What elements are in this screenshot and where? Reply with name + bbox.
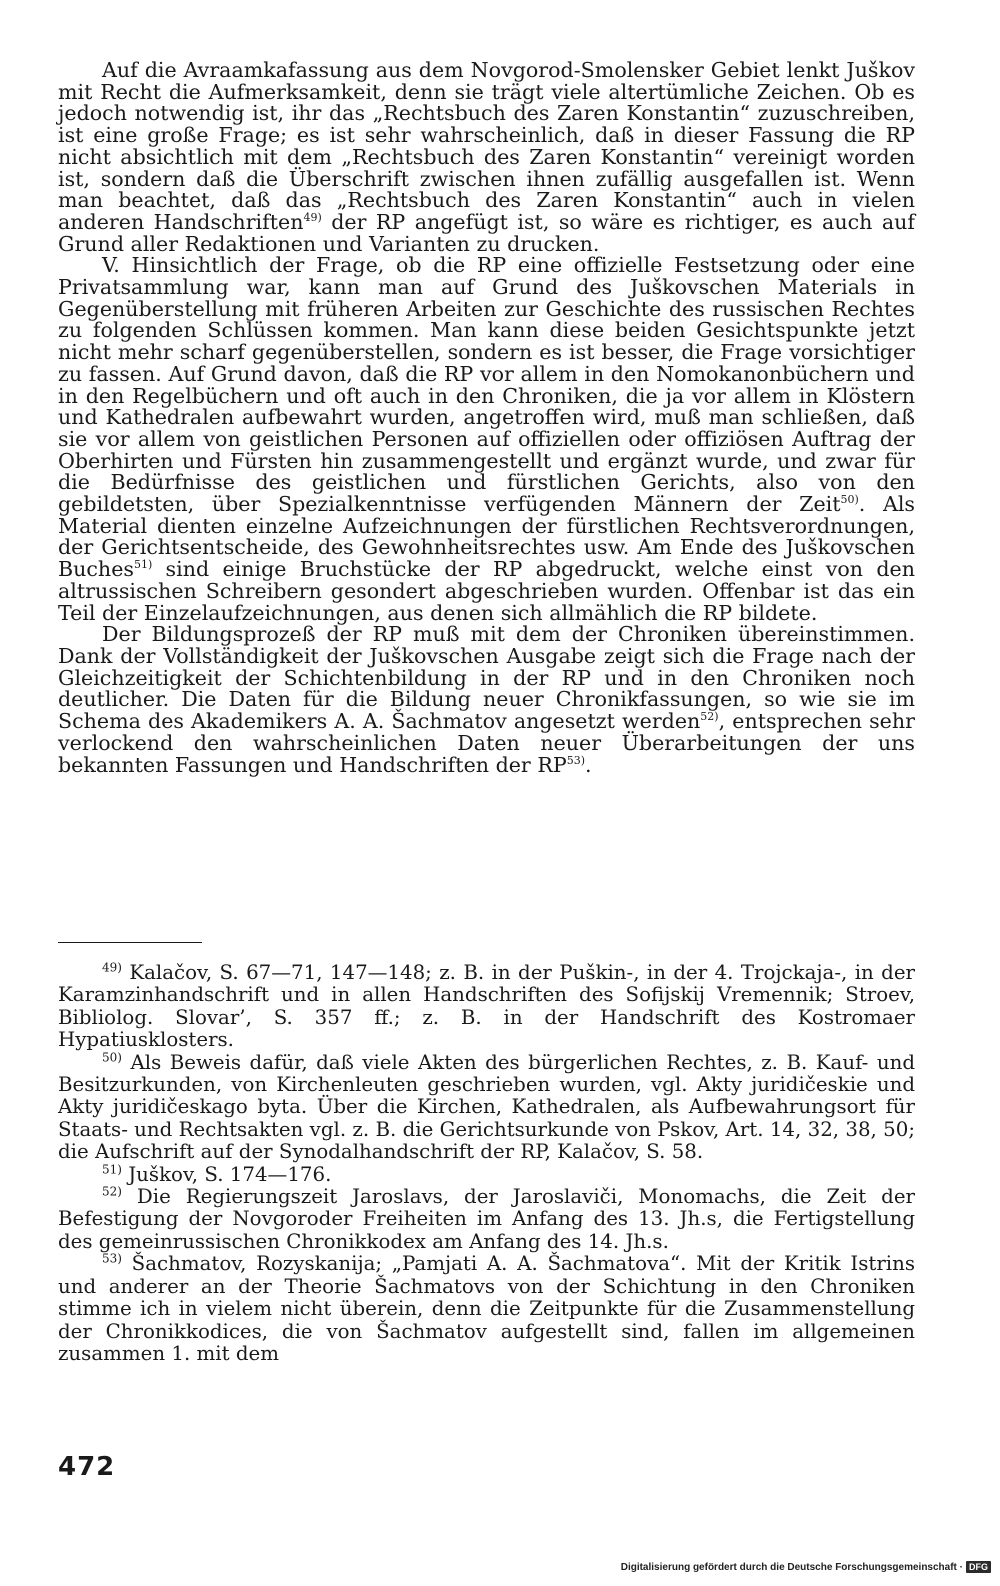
footnotes xyxy=(58,962,915,1365)
footnote-number: 52) xyxy=(102,1184,122,1199)
footnote-50 xyxy=(58,1052,915,1164)
footnote-number: 53) xyxy=(102,1251,122,1266)
digitization-credit xyxy=(621,1561,991,1573)
footnote-53 xyxy=(58,1253,915,1365)
paragraph-3 xyxy=(58,624,915,776)
footnote-ref-50[interactable]: 50) xyxy=(840,493,859,507)
paragraph-2 xyxy=(58,255,915,624)
footnote-text: Als Beweis dafür, daß viele Akten des bürgerlichen Rechtes, z. B. Kauf- und Besitzurkunden, von Kirchenleuten geschrieben wurden, vgl. Akty juridičeskie und Akty juridičeskago byta. Über die Kirchen, Kathedralen, als Aufbewahrungsort für Staats- und Rechtsakten vgl. z. B. die Gerichtsurkunde von Pskov, Art. 14, 32, 38, 50; die Aufschrift auf der Synodalhandschrift der RP, Kalačov, S. 58. xyxy=(58,1050,916,1164)
dfg-logo: DFG xyxy=(966,1561,991,1573)
footnote-49 xyxy=(58,962,915,1052)
footnote-51 xyxy=(58,1164,915,1186)
footnote-text: Die Regierungszeit Jaroslavs, der Jaroslaviči, Monomachs, die Zeit der Befestigung der Novgoroder Freiheiten im Anfang des 13. Jh.s, die Fertigstellung des gemeinrussischen Chronikkodex am Anfang des 14. Jh.s. xyxy=(58,1185,915,1253)
footnote-ref-51[interactable]: 51) xyxy=(133,558,153,572)
paragraph-1-tail: der RP angefügt ist, so wäre es richtiger, es auch auf Grund aller Redaktionen und Varianten zu drucken. xyxy=(58,209,915,256)
footnote-text: Juškov, S. 174—176. xyxy=(128,1162,332,1186)
footnote-text: Šachmatov, Rozyskanija; „Pamjati A. A. Šachmatova“. Mit der Kritik Istrins und anderer an der Theorie Šachmatovs von der Schichtung in den Chroniken stimme ich in vielem nicht überein, denn die Zeitpunkte für die Zusammenstellung der Chronikkodices, die von Šachmatov aufgestellt sind, fallen im allgemeinen zusammen 1. mit dem xyxy=(58,1252,916,1365)
footnote-ref-49[interactable]: 49) xyxy=(303,211,322,225)
footnote-number: 51) xyxy=(102,1162,122,1177)
paragraph-3-text: Der Bildungsprozeß der RP muß mit dem der Chroniken übereinstimmen. Dank der Vollständigkeit der Juškovschen Ausgabe zeigt sich die Frage nach der Gleichzeitigkeit der Schichtenbildung in der RP und in den Chroniken noch deutlicher. Die Daten für die Bildung neuer Chronikfassungen, so wie sie im Schema des Akademikers A. A. Šachmatov angesetzt werden xyxy=(58,622,915,734)
main-text xyxy=(58,60,915,776)
page-number: 472 xyxy=(58,1452,116,1482)
footnote-number: 49) xyxy=(102,960,122,975)
footnote-ref-53[interactable]: 53) xyxy=(566,753,585,767)
paragraph-1-text: Auf die Avraamkafassung aus dem Novgorod-Smolensker Gebiet lenkt Juškov mit Recht die Aufmerksamkeit, denn sie trägt viele altertümliche Zeichen. Ob es jedoch notwendig ist, ihr das „Rechtsbuch des Zaren Konstantin“ zuzuschreiben, ist eine große Frage; es ist sehr wahrscheinlich, daß in dieser Fassung die RP nicht absichtlich mit dem „Rechtsbuch des Zaren Konstantin“ vereinigt worden ist, sondern daß die Überschrift zwischen ihnen zufällig ausgefallen ist. Wenn man beachtet, daß das „Rechtsbuch des Zaren Konstantin“ auch in vielen anderen Handschriften xyxy=(58,58,915,234)
footnote-ref-52[interactable]: 52) xyxy=(700,710,719,724)
paragraph-3-tail: . xyxy=(585,752,592,777)
paragraph-1 xyxy=(58,60,915,255)
footnote-divider xyxy=(58,942,202,943)
credit-text: Digitalisierung gefördert durch die Deutsche Forschungsgemeinschaft · xyxy=(620,1561,963,1573)
paragraph-3-mid: , entsprechen sehr verlockend den wahrscheinlichen Daten neuer Überarbeitungen der uns bekannten Fassungen und Handschriften der RP xyxy=(58,709,915,777)
paragraph-2-text: V. Hinsichtlich der Frage, ob die RP eine offizielle Festsetzung oder eine Privatsammlung war, kann man auf Grund des Juškovschen Materials in Gegenüberstellung mit früheren Arbeiten zur Geschichte des russischen Rechtes zu folgenden Schlüssen kommen. Man kann diese beiden Gesichtspunkte jetzt nicht mehr scharf gegenüberstellen, sondern es ist besser, die Frage vorsichtiger zu fassen. Auf Grund davon, daß die RP vor allem in den Nomokanonbüchern und in den Regelbüchern und oft auch in den Chroniken, die ja vor allem in Klöstern und Kathedralen aufbewahrt wurden, angetroffen wird, muß man schließen, daß sie vor allem von geistlichen Personen auf offiziellen oder offiziösen Auftrag der Oberhirten und Fürsten hin zusammengestellt und ergänzt wurde, und zwar für die Bedürfnisse des geistlichen und fürstlichen Gerichts, also von den gebildetsten, über Spezialkenntnisse verfügenden Männern der Zeit xyxy=(58,253,915,517)
footnote-number: 50) xyxy=(102,1050,122,1065)
footnote-52 xyxy=(58,1186,915,1253)
footnote-text: Kalačov, S. 67—71, 147—148; z. B. in der Puškin-, in der 4. Trojckaja-, in der Karamzinhandschrift und in allen Handschriften des Sofijskij Vremennik; Stroev, Bibliolog. Slovar’, S. 357 ff.; z. B. in der Handschrift des Kostromaer Hypatiusklosters. xyxy=(58,961,915,1052)
paragraph-2-tail: sind einige Bruchstücke der RP abgedruckt, welche einst von den altrussischen Schreibern gesondert abgeschrieben wurden. Offenbar ist das ein Teil der Einzelaufzeichnungen, aus denen sich allmählich die RP bildete. xyxy=(58,557,915,625)
paragraph-2-mid: . Als Material dienten einzelne Aufzeichnungen der fürstlichen Rechtsverordnungen, der Gerichtsentscheide, des Gewohnheitsrechtes usw. Am Ende des Juškovschen Buches xyxy=(58,492,916,582)
